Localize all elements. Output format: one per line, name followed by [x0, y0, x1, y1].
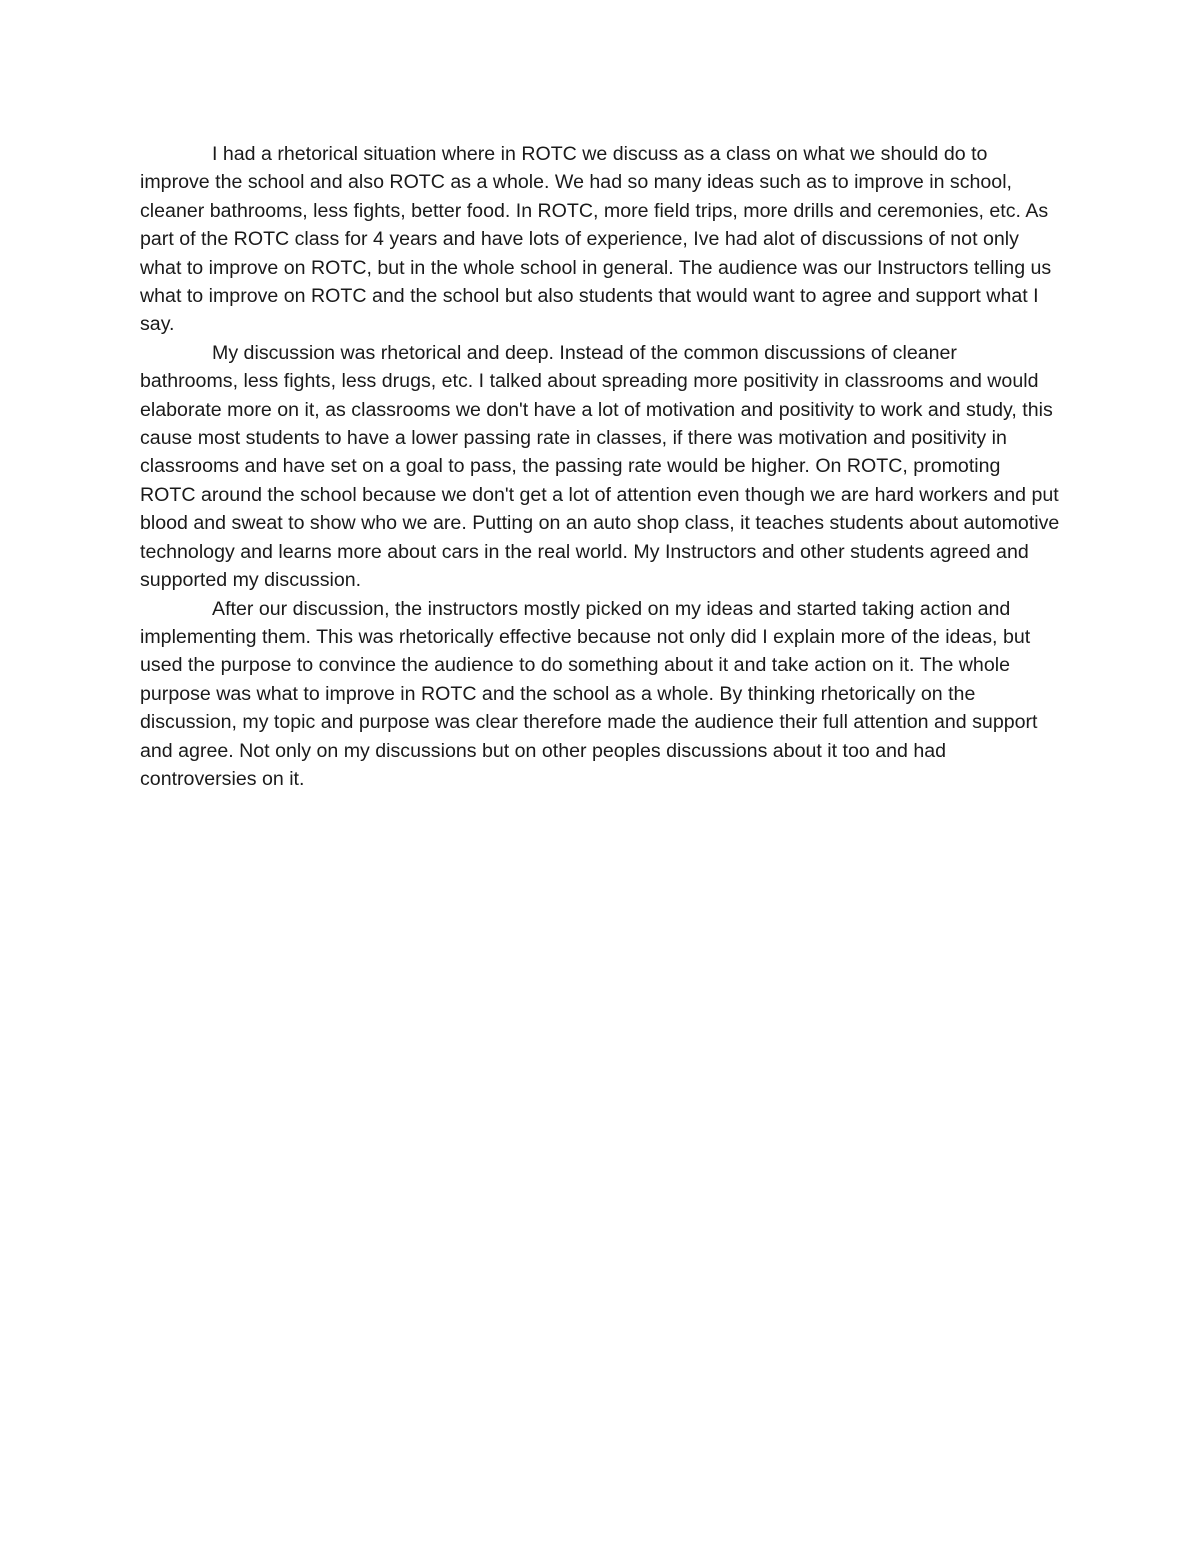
- paragraph-2: My discussion was rhetorical and deep. Instead of the common discussions of cleaner bathrooms, less fights, less drugs, etc. I talked about spreading more positivity in classrooms and would elaborate more on it, as classrooms we don't have a lot of motivation and positivity to work and study, this cause most students to have a lower passing rate in classes, if there was motivation and positivity in classrooms and have set on a goal to pass, the passing rate would be higher. On ROTC, promoting ROTC around the school because we don't get a lot of attention even though we are hard workers and put blood and sweat to show who we are. Putting on an auto shop class, it teaches students about automotive technology and learns more about cars in the real world. My Instructors and other students agreed and supported my discussion.: [140, 341, 1060, 592]
- paragraph-1: I had a rhetorical situation where in ROTC we discuss as a class on what we should do to improve the school and also ROTC as a whole. We had so many ideas such as to improve in school, cleaner bathrooms, less fights, better food. In ROTC, more field trips, more drills and ceremonies, etc. As part of the ROTC class for 4 years and have lots of experience, Ive had alot of discussions of not only what to improve on ROTC, but in the whole school in general. The audience was our Instructors telling us what to improve on ROTC and the school but also students that would want to agree and support what I say.: [140, 143, 1052, 336]
- document-body: [140, 140, 1060, 793]
- paragraph-3: After our discussion, the instructors mostly picked on my ideas and started taking action and implementing them. This was rhetorically effective because not only did I explain more of the ideas, but used the purpose to convince the audience to do something about it and take action on it. The whole purpose was what to improve in ROTC and the school as a whole. By thinking rhetorically on the discussion, my topic and purpose was clear therefore made the audience their full attention and support and agree. Not only on my discussions but on other peoples discussions about it too and had controversies on it.: [140, 597, 1038, 790]
